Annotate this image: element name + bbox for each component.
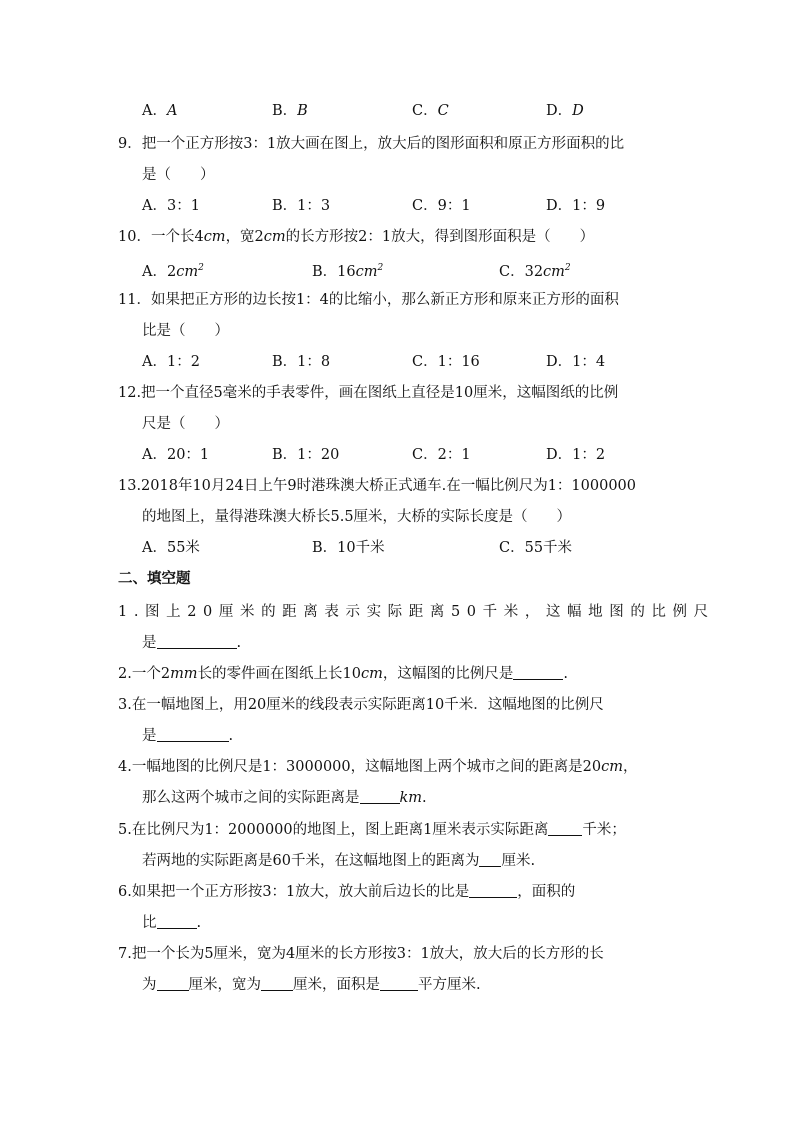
f3-answer-blank[interactable] (157, 727, 229, 742)
q13-option-a[interactable]: A．55米 (142, 540, 200, 556)
q12-option-b[interactable]: B．1：20 (272, 447, 340, 463)
f4-answer-blank[interactable] (360, 789, 400, 804)
f6-answer-blank-2[interactable] (157, 914, 197, 929)
q10-option-a[interactable]: A．$2cm^2$ (142, 263, 204, 280)
f7-answer-blank-length[interactable] (157, 976, 189, 991)
f7-text-line1: 7.把一个长为5厘米，宽为4厘米的长方形按3：1放大，放大后的长方形的长 (118, 946, 604, 962)
q11-text-line2: 比是（ ） (142, 323, 229, 339)
q10-option-c[interactable]: C．$32cm^2$ (499, 263, 571, 280)
f1-text-line1: 1.图上20厘米的距离表示实际距离50千米，这幅地图的比例尺 (118, 604, 715, 620)
q12-option-a[interactable]: A．20：1 (142, 447, 210, 463)
f6-text-line2: 比 . (142, 915, 202, 931)
q11-text-line1: 11．如果把正方形的边长按1：4的比缩小，那么新正方形和原来正方形的面积 (118, 292, 619, 308)
q11-option-d[interactable]: D．1：4 (546, 354, 606, 370)
q13-text-line1: 13.2018年10月24日上午9时港珠澳大桥正式通车.在一幅比例尺为1：1000000 (118, 478, 636, 494)
q10-option-b[interactable]: B．$16cm^2$ (312, 263, 384, 280)
f1-answer-blank[interactable] (157, 634, 237, 649)
q12-text-line2: 尺是（ ） (142, 416, 229, 432)
q11-option-b[interactable]: B．1：8 (272, 354, 331, 370)
q9-option-b[interactable]: B．1：3 (272, 198, 331, 214)
q13-option-c[interactable]: C．55千米 (499, 540, 573, 556)
f6-answer-blank-1[interactable] (469, 883, 517, 898)
f2-answer-blank[interactable] (513, 665, 563, 680)
q9-option-d[interactable]: D．1：9 (546, 198, 606, 214)
q13-option-b[interactable]: B．10千米 (312, 540, 385, 556)
q8-option-c[interactable]: C．C (412, 103, 449, 119)
q12-option-d[interactable]: D．1：2 (546, 447, 606, 463)
f7-answer-blank-area[interactable] (380, 976, 418, 991)
f4-text-line1: 4.一幅地图的比例尺是1：3000000，这幅地图上两个城市之间的距离是20cm， (118, 759, 638, 775)
q8-option-a[interactable]: A．A (142, 103, 178, 119)
f5-answer-blank-1[interactable] (548, 821, 582, 836)
q13-text-line2: 的地图上，量得港珠澳大桥长5.5厘米，大桥的实际长度是（ ） (142, 509, 572, 525)
f7-answer-blank-width[interactable] (261, 976, 293, 991)
f7-text-line2: 为 厘米，宽为 厘米，面积是 平方厘米. (142, 977, 481, 993)
q9-text-line1: 9．把一个正方形按3：1放大画在图上，放大后的图形面积和原正方形面积的比 (118, 136, 625, 152)
f5-text-line2: 若两地的实际距离是60千米，在这幅地图上的距离为 厘米. (142, 853, 536, 869)
q11-option-a[interactable]: A．1：2 (142, 354, 200, 370)
q12-option-c[interactable]: C．2：1 (412, 447, 471, 463)
q8-option-b[interactable]: B．B (272, 103, 308, 119)
section-heading: 二、填空题 (118, 571, 191, 587)
q9-text-line2: 是（ ） (142, 167, 215, 183)
f3-text-line1: 3.在一幅地图上，用20厘米的线段表示实际距离10千米．这幅地图的比例尺 (118, 697, 604, 713)
f5-text-line1: 5.在比例尺为1：2000000的地图上，图上距离1厘米表示实际距离 千米； (118, 822, 626, 838)
q11-option-c[interactable]: C．1：16 (412, 354, 480, 370)
f5-answer-blank-2[interactable] (479, 852, 501, 867)
q9-option-a[interactable]: A．3：1 (142, 198, 200, 214)
q12-text-line1: 12.把一个直径5毫米的手表零件，画在图纸上直径是10厘米，这幅图纸的比例 (118, 385, 619, 401)
q8-option-d[interactable]: D．D (546, 103, 584, 119)
q10-text: 10．一个长4cm，宽2cm的长方形按2：1放大，得到图形面积是（ ） (118, 229, 595, 245)
f3-text-line2: 是 . (142, 728, 234, 744)
f4-text-line2: 那么这两个城市之间的实际距离是 km. (142, 790, 427, 806)
f6-text-line1: 6.如果把一个正方形按3：1放大，放大前后边长的比是 ，面积的 (118, 884, 576, 900)
f2-text: 2.一个2mm长的零件画在图纸上长10cm，这幅图的比例尺是 . (118, 666, 568, 682)
q9-option-c[interactable]: C．9：1 (412, 198, 471, 214)
f1-text-line2: 是 . (142, 635, 242, 651)
